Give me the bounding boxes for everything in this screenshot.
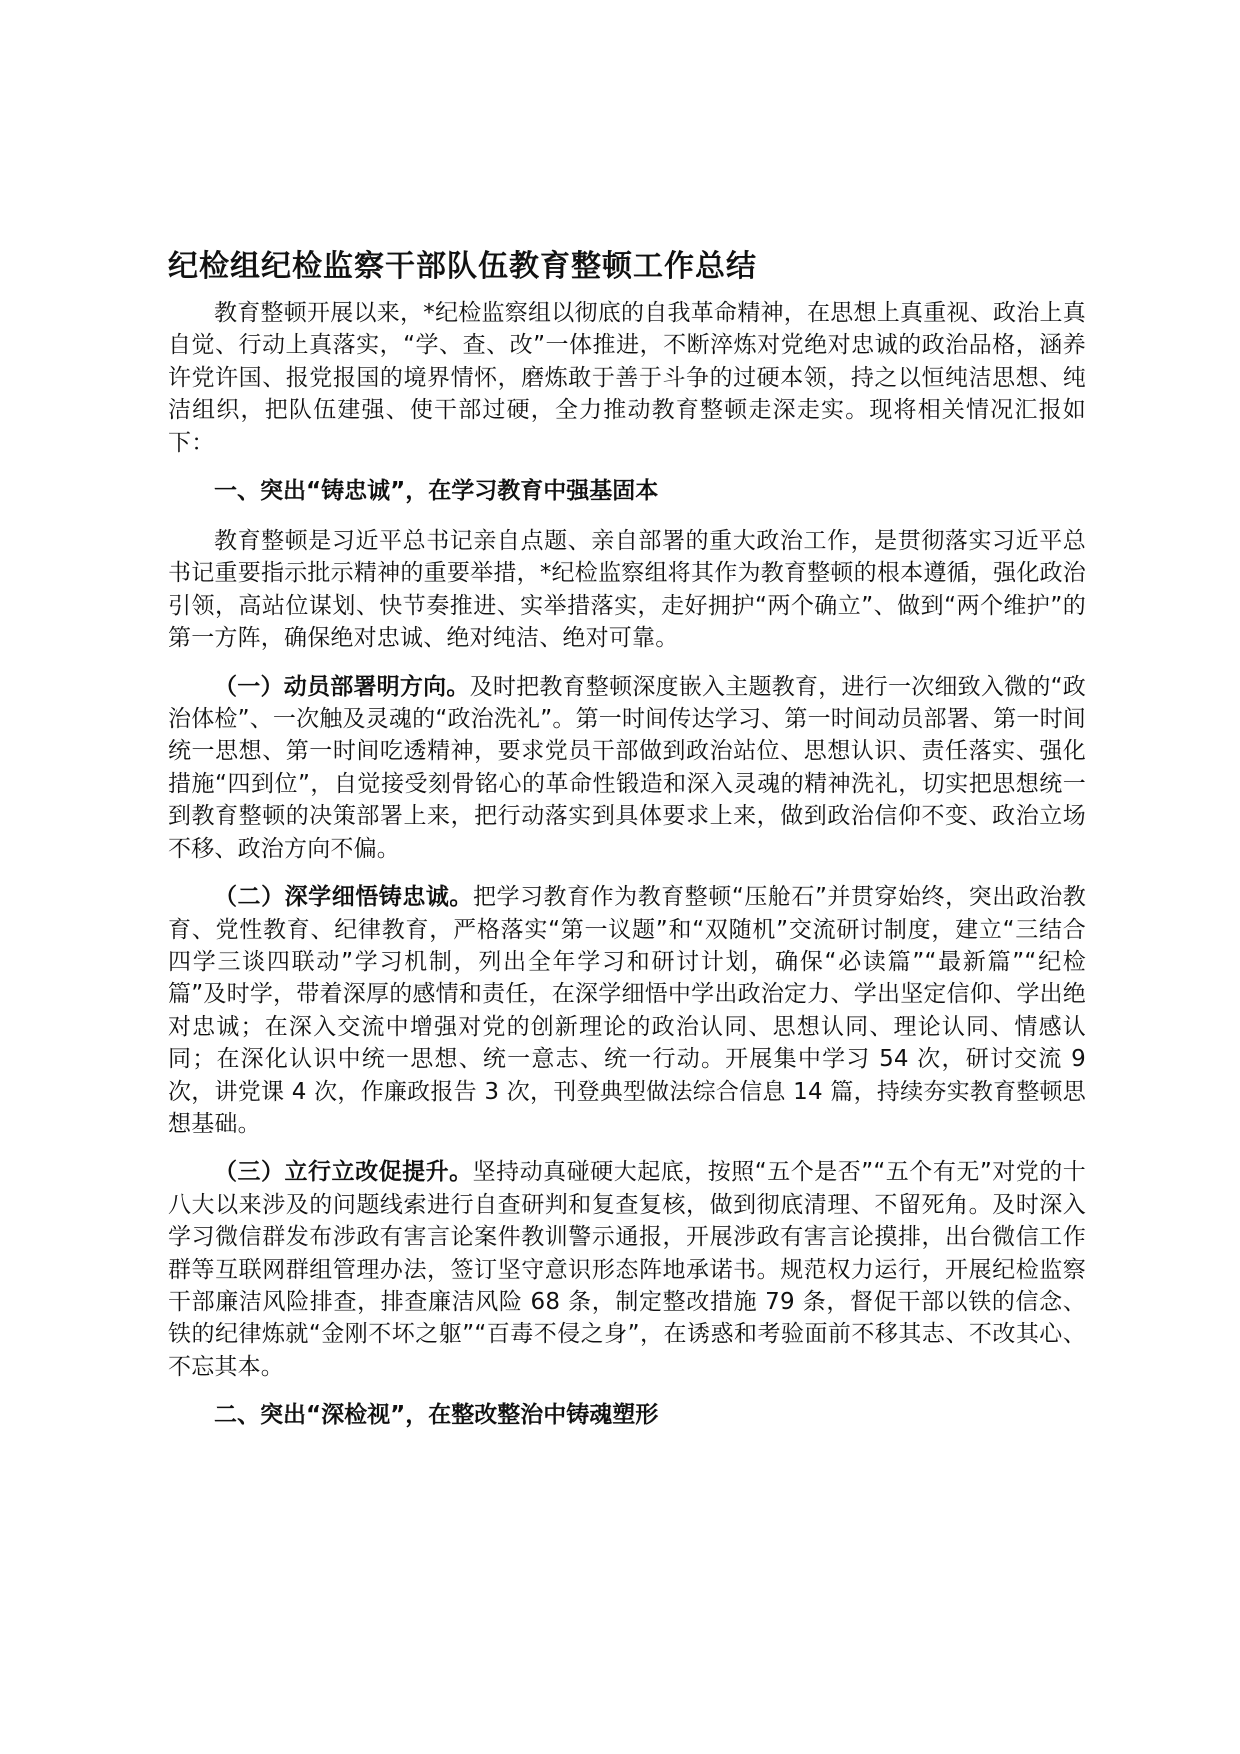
section-1-item-1 bbox=[168, 671, 1086, 865]
item-2-lead: （二）深学细悟铸忠诚。 bbox=[214, 884, 473, 911]
section-1-item-3 bbox=[168, 1156, 1086, 1383]
item-3-body: 坚持动真碰硬大起底，按照“五个是否”“五个有无”对党的十八大以来涉及的问题线索进行自查研判和复查复核，做到彻底清理、不留死角。及时深入学习微信群发布涉政有害言论案件教训警示通报，开展涉政有害言论摸排，出台微信工作群等互联网群组管理办法，签订坚守意识形态阵地承诺书。规范权力运行，开展纪检监察干部廉洁风险排查，排查廉洁风险 68 条，制定整改措施 79 条，督促干部以铁的信念、铁的纪律炼就“金刚不坏之躯”“百毒不侵之身”，在诱惑和考验面前不移其志、不改其心、不忘其本。 bbox=[168, 1159, 1087, 1380]
document-page bbox=[168, 245, 1086, 1449]
document-title: 纪检组纪检监察干部队伍教育整顿工作总结 bbox=[168, 249, 757, 284]
intro-paragraph: 教育整顿开展以来，*纪检监察组以彻底的自我革命精神，在思想上真重视、政治上真自觉、行动上真落实，“学、查、改”一体推进，不断淬炼对党绝对忠诚的政治品格，涵养许党许国、报党报国的境界情怀，磨炼敢于善于斗争的过硬本领，持之以恒纯洁思想、纯洁组织，把队伍建强、使干部过硬，全力推动教育整顿走深走实。现将相关情况汇报如下： bbox=[168, 300, 1086, 456]
section-2-heading: 二、突出“深检视”，在整改整治中铸魂塑形 bbox=[214, 1402, 659, 1429]
item-2-body: 把学习教育作为教育整顿“压舱石”并贯穿始终，突出政治教育、党性教育、纪律教育，严格落实“第一议题”和“双随机”交流研讨制度，建立“三结合四学三谈四联动”学习机制，列出全年学习和研讨计划，确保“必读篇”“最新篇”“纪检篇”及时学，带着深厚的感情和责任，在深学细悟中学出政治定力、学出坚定信仰、学出绝对忠诚；在深入交流中增强对党的创新理论的政治认同、思想认同、理论认同、情感认同；在深化认识中统一思想、统一意志、统一行动。开展集中学习 54 次，研讨交流 9 次，讲党课 4 次，作廉政报告 3 次，刊登典型做法综合信息 14 篇，持续夯实教育整顿思想基础。 bbox=[168, 884, 1086, 1137]
section-1-heading: 一、突出“铸忠诚”，在学习教育中强基固本 bbox=[214, 478, 659, 505]
item-3-lead: （三）立行立改促提升。 bbox=[214, 1159, 473, 1186]
section-1-body: 教育整顿是习近平总书记亲自点题、亲自部署的重大政治工作，是贯彻落实习近平总书记重要指示批示精神的重要举措，*纪检监察组将其作为教育整顿的根本遵循，强化政治引领，高站位谋划、快节奏推进、实举措落实，走好拥护“两个确立”、做到“两个维护”的第一方阵，确保绝对忠诚、绝对纯洁、绝对可靠。 bbox=[168, 528, 1086, 652]
section-1-item-2 bbox=[168, 881, 1086, 1140]
item-1-body: 及时把教育整顿深度嵌入主题教育，进行一次细致入微的“政治体检”、一次触及灵魂的“政治洗礼”。第一时间传达学习、第一时间动员部署、第一时间统一思想、第一时间吃透精神，要求党员干部做到政治站位、思想认识、责任落实、强化措施“四到位”，自觉接受刻骨铭心的革命性锻造和深入灵魂的精神洗礼，切实把思想统一到教育整顿的决策部署上来，把行动落实到具体要求上来，做到政治信仰不变、政治立场不移、政治方向不偏。 bbox=[168, 673, 1086, 862]
item-1-lead: （一）动员部署明方向。 bbox=[214, 673, 470, 700]
